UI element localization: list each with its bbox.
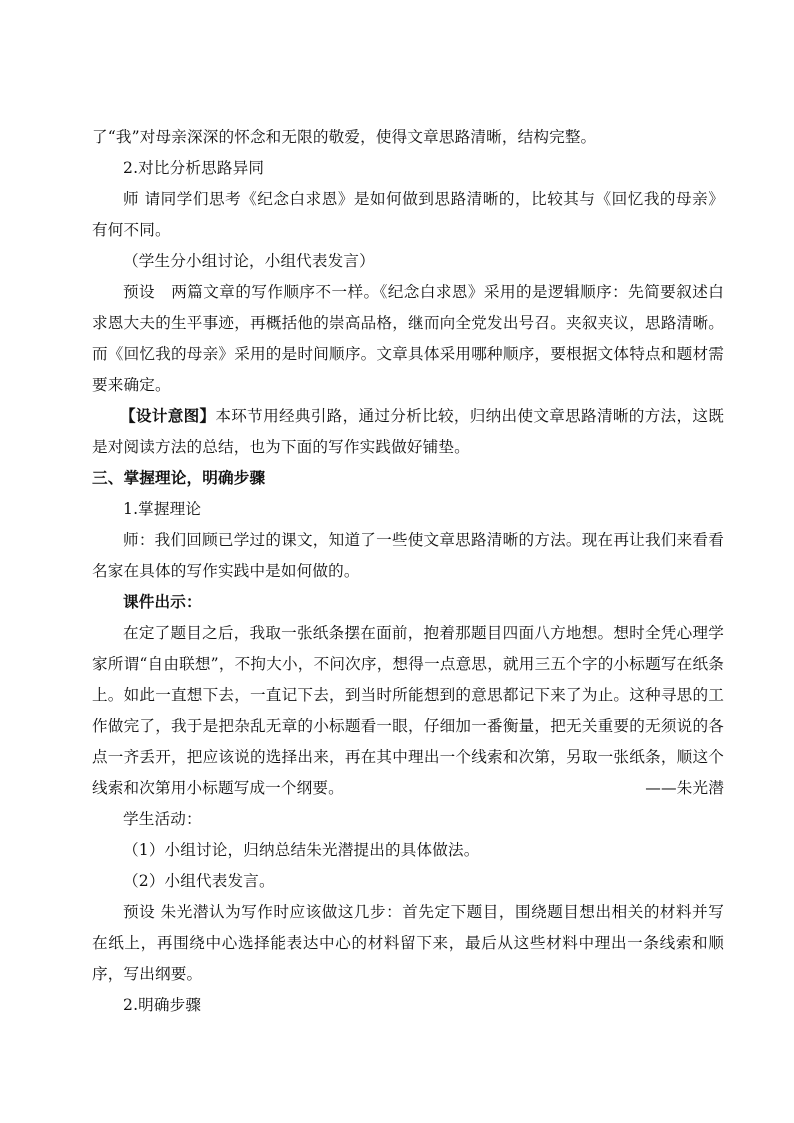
paragraph-student-discussion: （学生分小组讨论，小组代表发言） bbox=[123, 252, 375, 270]
courseware-label: 课件出示： bbox=[123, 593, 202, 611]
quote-zhu-guangqian bbox=[92, 618, 724, 804]
paragraph-teacher-question: 师 请同学们思考《纪念白求恩》是如何做到思路清晰的，比较其与《回忆我的母亲》有何不同。 bbox=[92, 190, 724, 239]
paragraph-preset-steps: 预设 朱光潜认为写作时应该做这几步：首先定下题目，围绕题目想出相关的材料并写在纸上，再围绕中心选择能表达中心的材料留下来，最后从这些材料中理出一条线索和顺序，写出纲要。 bbox=[92, 903, 724, 983]
preset-label: 预设 bbox=[123, 283, 156, 301]
paragraph-teacher-review: 师：我们回顾已学过的课文，知道了一些使文章思路清晰的方法。现在再让我们来看看名家在具体的写作实践中是如何做的。 bbox=[92, 531, 724, 580]
document-body bbox=[92, 122, 724, 1021]
quote-text: 在定了题目之后，我取一张纸条摆在面前，抱着那题目四面八方地想。想时全凭心理学家所谓“自由联想”，不拘大小，不问次序，想得一点意思，就用三五个字的小标题写在纸条上。如此一直想下去，一直记下去，到当时所能想到的意思都记下来了为止。这种寻思的工作做完了，我于是把杂乱无章的小标题看一眼，仔细加一番衡量，把无关重要的无须说的各点一齐丢开，把应该说的选择出来，再在其中理出一个线索和次第，另取一张纸条，顺这个线索和次第用小标题写成一个纲要。 bbox=[92, 624, 724, 797]
preset-text: 两篇文章的写作顺序不一样。《纪念白求恩》采用的是逻辑顺序：先简要叙述白求恩大夫的生平事迹，再概括他的崇高品格，继而向全党发出号召。夹叙夹议，思路清晰。而《回忆我的母亲》采用的是时间顺序。文章具体采用哪种顺序，要根据文体特点和题材需要来确定。 bbox=[92, 283, 725, 394]
activity-item-1: （1）小组讨论，归纳总结朱光潜提出的具体做法。 bbox=[123, 841, 480, 859]
subheading-compare: 2.对比分析思路异同 bbox=[123, 159, 265, 177]
subheading-theory: 1.掌握理论 bbox=[123, 500, 202, 518]
subheading-steps: 2.明确步骤 bbox=[123, 996, 202, 1014]
activity-item-2: （2）小组代表发言。 bbox=[123, 872, 275, 890]
quote-attribution: ——朱光潜 bbox=[645, 779, 724, 797]
paragraph-design-intent bbox=[92, 401, 724, 463]
design-intent-label: 【设计意图】 bbox=[120, 407, 216, 425]
paragraph-preset-answer bbox=[92, 277, 724, 401]
design-intent-text: 本环节用经典引路，通过分析比较，归纳出使文章思路清晰的方法，这既是对阅读方法的总结，也为下面的写作实践做好铺垫。 bbox=[92, 407, 724, 456]
section-heading-3: 三、掌握理论，明确步骤 bbox=[92, 469, 266, 487]
student-activity-label: 学生活动： bbox=[123, 810, 202, 828]
paragraph-continuation: 了“我”对母亲深深的怀念和无限的敬爱，使得文章思路清晰，结构完整。 bbox=[92, 128, 597, 146]
